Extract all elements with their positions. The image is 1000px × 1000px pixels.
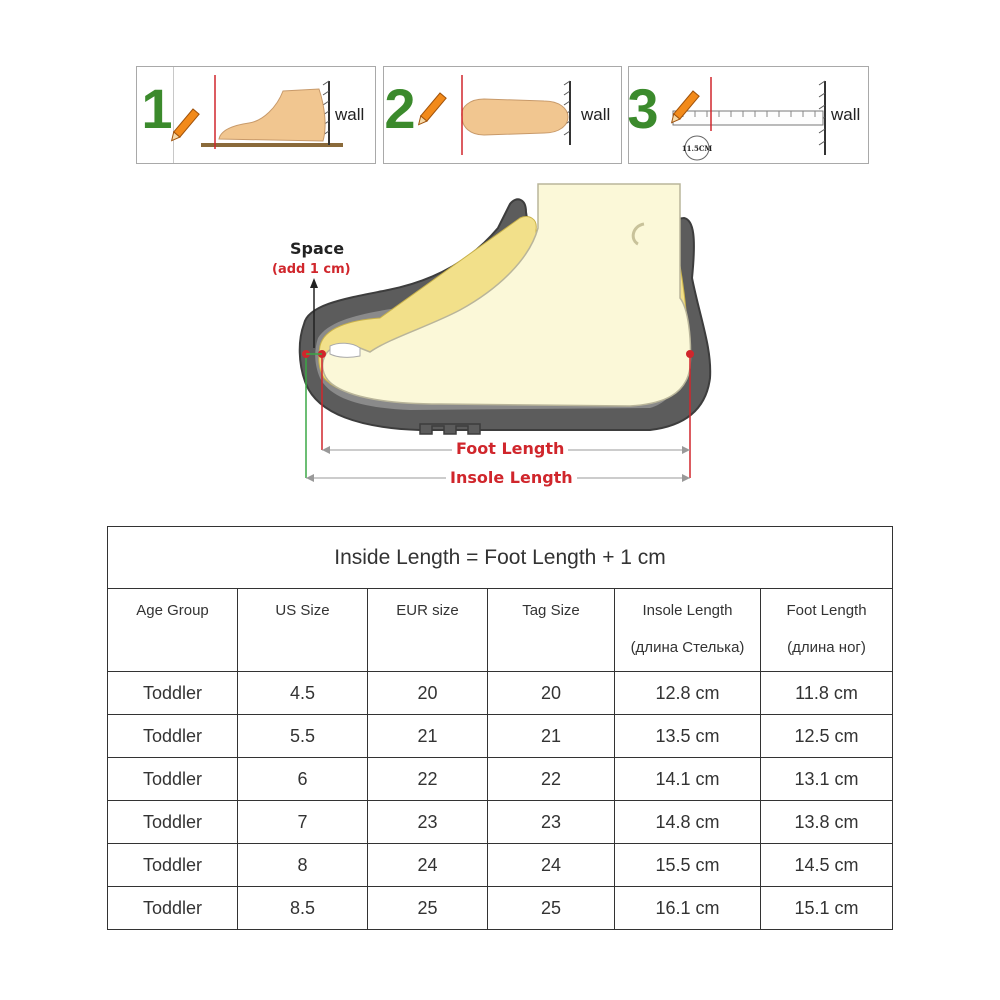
cell-us-size: 6: [238, 758, 368, 801]
header-age-group: Age Group: [108, 589, 238, 672]
cell-age-group: Toddler: [108, 801, 238, 844]
step-number: 3: [627, 77, 659, 140]
cell-insole-length: 15.5 cm: [615, 844, 761, 887]
step-3-panel: [628, 66, 869, 164]
cell-eur-size: 22: [368, 758, 488, 801]
table-row: [108, 844, 893, 887]
table-row: [108, 758, 893, 801]
cell-eur-size: 25: [368, 887, 488, 930]
wall-label: wall: [831, 105, 861, 124]
step-2-panel: [383, 66, 622, 164]
wall-label: wall: [581, 105, 611, 124]
cell-eur-size: 24: [368, 844, 488, 887]
cell-age-group: Toddler: [108, 758, 238, 801]
table-row: [108, 801, 893, 844]
pencil-icon: [416, 93, 447, 127]
step-1-panel: [136, 66, 376, 164]
header-eur-size: EUR size: [368, 589, 488, 672]
step-number: 2: [384, 77, 416, 140]
cell-tag-size: 21: [488, 715, 615, 758]
cell-insole-length: 14.1 cm: [615, 758, 761, 801]
cell-tag-size: 22: [488, 758, 615, 801]
cell-eur-size: 20: [368, 672, 488, 715]
cell-us-size: 8.5: [238, 887, 368, 930]
ruler-reading: 11.5CM: [681, 144, 713, 153]
heel-dot: [686, 350, 694, 358]
cell-us-size: 5.5: [238, 715, 368, 758]
dim-arrow: [322, 446, 330, 454]
wall-label: wall: [335, 105, 365, 124]
floor-board: [201, 143, 343, 147]
table-row: [108, 887, 893, 930]
space-arrow-head: [310, 278, 318, 288]
sole-cleats: [420, 424, 480, 434]
table-row: [108, 672, 893, 715]
cell-insole-length: 13.5 cm: [615, 715, 761, 758]
foot-side-view: [219, 89, 325, 141]
dim-arrow: [682, 474, 690, 482]
insole-length-label: Insole Length: [446, 468, 577, 487]
cell-insole-length: 14.8 cm: [615, 801, 761, 844]
cell-insole-length: 12.8 cm: [615, 672, 761, 715]
cell-us-size: 4.5: [238, 672, 368, 715]
header-row: [108, 589, 893, 672]
cell-age-group: Toddler: [108, 844, 238, 887]
cell-tag-size: 24: [488, 844, 615, 887]
pencil-icon: [169, 109, 200, 143]
dim-arrow: [682, 446, 690, 454]
cell-tag-size: 23: [488, 801, 615, 844]
table-row: [108, 715, 893, 758]
header-foot-length: Foot Length (длина ног): [761, 589, 893, 672]
cell-us-size: 7: [238, 801, 368, 844]
foot-length-label: Foot Length: [452, 439, 568, 458]
header-us-size: US Size: [238, 589, 368, 672]
cell-foot-length: 14.5 cm: [761, 844, 893, 887]
cell-foot-length: 13.1 cm: [761, 758, 893, 801]
cell-age-group: Toddler: [108, 672, 238, 715]
header-insole-length: Insole Length (длина Стелька): [615, 589, 761, 672]
step-number: 1: [141, 77, 173, 140]
cell-us-size: 8: [238, 844, 368, 887]
cell-age-group: Toddler: [108, 887, 238, 930]
space-sublabel: (add 1 cm): [272, 262, 351, 277]
cell-foot-length: 15.1 cm: [761, 887, 893, 930]
cell-tag-size: 25: [488, 887, 615, 930]
space-label: Space: [290, 239, 345, 258]
dim-arrow: [306, 474, 314, 482]
header-tag-size: Tag Size: [488, 589, 615, 672]
cell-foot-length: 11.8 cm: [761, 672, 893, 715]
cell-insole-length: 16.1 cm: [615, 887, 761, 930]
cell-foot-length: 13.8 cm: [761, 801, 893, 844]
cell-tag-size: 20: [488, 672, 615, 715]
formula-heading: Inside Length = Foot Length + 1 cm: [108, 527, 893, 589]
cell-eur-size: 23: [368, 801, 488, 844]
size-chart-table: [107, 526, 893, 930]
cell-foot-length: 12.5 cm: [761, 715, 893, 758]
cell-eur-size: 21: [368, 715, 488, 758]
toenail: [330, 343, 360, 357]
foot-top-view: [462, 99, 568, 135]
cell-age-group: Toddler: [108, 715, 238, 758]
